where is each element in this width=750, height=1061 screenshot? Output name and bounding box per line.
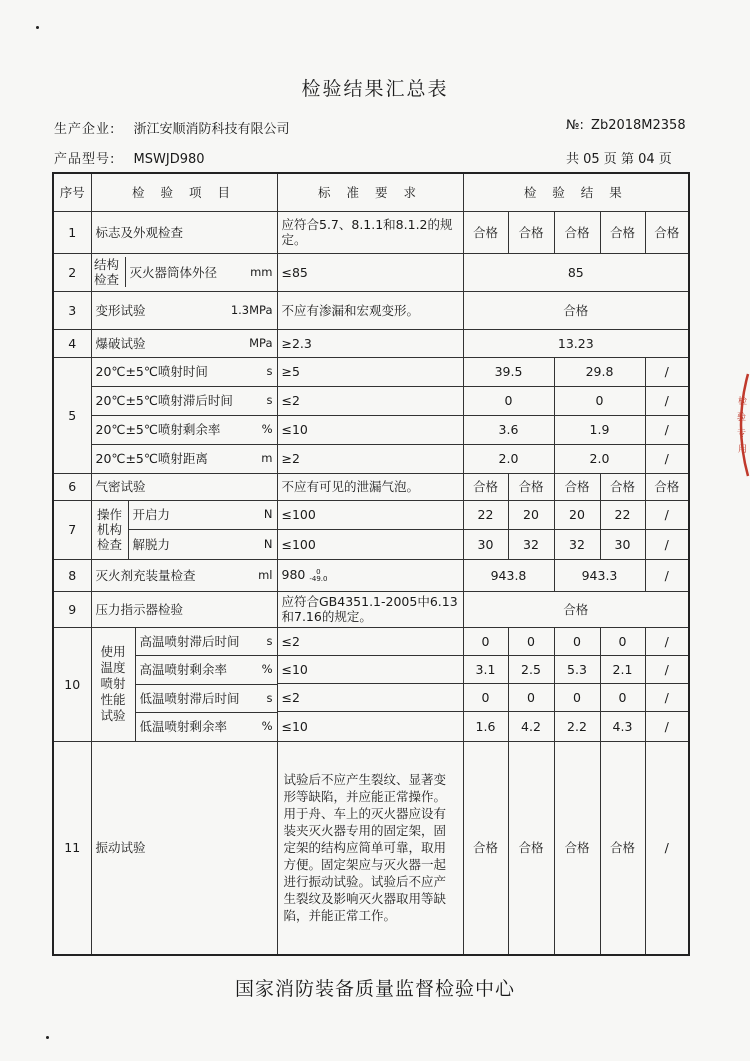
- row-number: 7: [53, 500, 91, 559]
- result-cell: /: [645, 357, 689, 386]
- result-cell: 22: [600, 500, 645, 530]
- result-cell: 合格: [554, 741, 600, 955]
- producer-line: [54, 118, 290, 137]
- header-seq: 序号: [53, 173, 91, 211]
- result-cell: 2.0: [463, 444, 554, 473]
- seal-stamp-edge-icon: [732, 370, 750, 480]
- unit-label: 1.3MPa: [230, 302, 273, 317]
- result-cell: 39.5: [463, 357, 554, 386]
- producer-name: 浙江安顺消防科技有限公司: [133, 122, 290, 137]
- tolerance-upper: 0: [316, 567, 321, 576]
- table-row: [53, 444, 689, 473]
- result-cell: /: [645, 741, 689, 955]
- row-number: 2: [53, 253, 91, 291]
- row-item: 爆破试验: [95, 335, 146, 351]
- results-table: [52, 172, 690, 956]
- row-item-cell: [91, 559, 277, 591]
- scan-speck: [46, 1036, 49, 1039]
- result-cell: 合格: [600, 473, 645, 500]
- row-item-cell: [91, 500, 277, 559]
- result-cell: 943.3: [554, 559, 645, 591]
- row-item-cell: [91, 357, 277, 386]
- svg-text:验: 验: [737, 413, 747, 423]
- table-row: [53, 329, 689, 357]
- unit-label: s: [266, 393, 273, 407]
- result-cell: /: [645, 655, 689, 683]
- result-cell: 合格: [600, 211, 645, 253]
- result-cell: 合格: [600, 741, 645, 955]
- unit-label: %: [261, 662, 273, 677]
- table-row: [53, 591, 689, 627]
- result-cell: 3.6: [463, 415, 554, 444]
- row-item-cell: [91, 627, 277, 741]
- result-cell: 2.0: [554, 444, 645, 473]
- row-item: 20℃±5℃喷射滞后时间: [95, 393, 233, 408]
- row-standard: ≤10: [277, 415, 463, 444]
- row-standard: ≤100: [277, 530, 463, 560]
- result-cell: 0: [463, 386, 554, 415]
- row-number: 6: [53, 473, 91, 500]
- result-cell: 30: [600, 530, 645, 560]
- table-row: [53, 211, 689, 253]
- result-cell: 20: [508, 500, 554, 530]
- row-number: 8: [53, 559, 91, 591]
- row-item: 标志及外观检查: [91, 211, 277, 253]
- table-row: [53, 291, 689, 329]
- table-row: [53, 357, 689, 386]
- row-standard: 应符合GB4351.1-2005中6.13和7.16的规定。: [277, 591, 463, 627]
- row-item: 20℃±5℃喷射时间: [95, 364, 208, 379]
- result-cell: 合格: [463, 741, 508, 955]
- tolerance: [309, 569, 327, 583]
- result-cell: 合格: [645, 473, 689, 500]
- row-item: 解脱力: [132, 536, 171, 552]
- result-cell: /: [645, 444, 689, 473]
- row-standard: ≥5: [277, 357, 463, 386]
- row-item: 20℃±5℃喷射剩余率: [95, 422, 221, 437]
- result-cell: /: [645, 683, 689, 711]
- row-standard: ≤2: [277, 683, 463, 711]
- result-cell: /: [645, 559, 689, 591]
- unit-label: s: [266, 690, 273, 705]
- result-cell: 3.1: [463, 655, 508, 683]
- row-item: 低温喷射剩余率: [139, 719, 228, 735]
- svg-text:用: 用: [738, 445, 748, 455]
- row-number: 9: [53, 591, 91, 627]
- result-cell: 13.23: [463, 329, 689, 357]
- row-item: 压力指示器检验: [91, 591, 277, 627]
- result-cell: 合格: [508, 211, 554, 253]
- result-cell: 0: [600, 683, 645, 711]
- unit-label: MPa: [249, 335, 273, 350]
- result-cell: 合格: [463, 473, 508, 500]
- model-line: [54, 148, 205, 167]
- row-number: 4: [53, 329, 91, 357]
- unit-label: N: [263, 536, 273, 551]
- page-count: 共 05 页 第 04 页: [566, 152, 672, 167]
- row-standard: ≤2: [277, 386, 463, 415]
- row-standard: ≥2.3: [277, 329, 463, 357]
- result-cell: /: [645, 500, 689, 530]
- model-label: 产品型号:: [54, 152, 116, 167]
- row-standard: 不应有渗漏和宏观变形。: [277, 291, 463, 329]
- row-standard: ≤2: [277, 627, 463, 655]
- result-cell: 合格: [508, 741, 554, 955]
- result-cell: 4.3: [600, 712, 645, 741]
- unit-label: mm: [250, 264, 273, 279]
- row-number: 5: [53, 357, 91, 473]
- producer-label: 生产企业:: [54, 122, 116, 137]
- result-cell: 0: [463, 627, 508, 655]
- row-item-cell: [91, 253, 277, 291]
- table-row: [53, 559, 689, 591]
- result-cell: 0: [508, 683, 554, 711]
- row-item-cell: [91, 444, 277, 473]
- row-standard: 980: [281, 567, 306, 583]
- result-cell: 0: [554, 627, 600, 655]
- issuing-organization: 国家消防装备质量监督检验中心: [234, 978, 515, 1000]
- result-cell: /: [645, 530, 689, 560]
- unit-label: %: [261, 422, 273, 436]
- header-standard: 标 准 要 求: [277, 173, 463, 211]
- row-item: 灭火剂充装量检查: [95, 567, 196, 583]
- svg-text:专: 专: [737, 429, 747, 439]
- page-title: 检验结果汇总表: [301, 78, 449, 100]
- result-cell: 0: [600, 627, 645, 655]
- row-item: 低温喷射滞后时间: [139, 690, 240, 706]
- unit-label: s: [266, 633, 273, 648]
- row-number: 11: [53, 741, 91, 955]
- row-standard: ≥2: [277, 444, 463, 473]
- scan-speck: [36, 26, 39, 29]
- svg-text:检: 检: [738, 397, 748, 407]
- table-row: [53, 415, 689, 444]
- header-result: 检 验 结 果: [463, 173, 689, 211]
- row-item: 开启力: [132, 507, 171, 523]
- result-cell: 2.2: [554, 712, 600, 741]
- row-item: 变形试验: [95, 302, 146, 318]
- unit-label: m: [261, 451, 273, 465]
- row-item: 20℃±5℃喷射距离: [95, 451, 208, 466]
- result-cell: 5.3: [554, 655, 600, 683]
- group-label: 操作机构检查: [92, 501, 129, 559]
- result-cell: 合格: [554, 211, 600, 253]
- row-item: 振动试验: [91, 741, 277, 955]
- row-standard: ≤85: [277, 253, 463, 291]
- result-cell: 1.9: [554, 415, 645, 444]
- table-row: [53, 473, 689, 500]
- result-cell: 4.2: [508, 712, 554, 741]
- row-standard: ≤100: [277, 500, 463, 530]
- number-value: Zb2018M2358: [591, 118, 686, 133]
- header-item: 检 验 项 目: [91, 173, 277, 211]
- row-item: 高温喷射滞后时间: [139, 633, 240, 649]
- table-row: [53, 741, 689, 955]
- table-row: [53, 253, 689, 291]
- row-standard: 试验后不应产生裂纹、显著变形等缺陷，并应能正常操作。用于舟、车上的灭火器应设有装夹灭火器专用的固定架，固定架的结构应简单可靠，取用方便。固定架应与灭火器一起进行振动试验。试验后不应产生裂纹及影响灭火器取用等缺陷，并能正常工作。: [277, 741, 463, 955]
- result-cell: 32: [508, 530, 554, 560]
- row-item-cell: [91, 386, 277, 415]
- result-cell: 0: [463, 683, 508, 711]
- result-cell: 32: [554, 530, 600, 560]
- result-cell: 合格: [645, 211, 689, 253]
- result-cell: /: [645, 712, 689, 741]
- result-cell: 943.8: [463, 559, 554, 591]
- result-cell: 合格: [508, 473, 554, 500]
- row-standard: ≤10: [277, 655, 463, 683]
- row-standard: ≤10: [277, 712, 463, 741]
- group-label: 结构检查: [92, 257, 126, 287]
- result-cell: 0: [554, 386, 645, 415]
- row-item-cell: [91, 291, 277, 329]
- row-standard: 不应有可见的泄漏气泡。: [277, 473, 463, 500]
- report-number: [566, 118, 686, 133]
- result-cell: 1.6: [463, 712, 508, 741]
- result-cell: /: [645, 627, 689, 655]
- unit-label: s: [266, 364, 273, 378]
- number-label: №:: [566, 118, 584, 133]
- table-row: [53, 627, 689, 655]
- unit-label: N: [263, 507, 273, 522]
- table-row: [53, 500, 689, 530]
- row-item: 气密试验: [91, 473, 277, 500]
- result-cell: 2.5: [508, 655, 554, 683]
- row-item-cell: [91, 415, 277, 444]
- result-cell: /: [645, 386, 689, 415]
- result-cell: 20: [554, 500, 600, 530]
- group-label: 使用温度喷射性能试验: [92, 628, 136, 741]
- row-number: 1: [53, 211, 91, 253]
- result-cell: 30: [463, 530, 508, 560]
- result-cell: 0: [554, 683, 600, 711]
- unit-label: ml: [258, 567, 273, 582]
- row-standard-cell: [277, 559, 463, 591]
- model-value: MSWJD980: [133, 152, 205, 167]
- result-cell: /: [645, 415, 689, 444]
- result-cell: 85: [463, 253, 689, 291]
- result-cell: 合格: [463, 211, 508, 253]
- row-item: 高温喷射剩余率: [139, 662, 228, 678]
- result-cell: 22: [463, 500, 508, 530]
- result-cell: 合格: [463, 291, 689, 329]
- row-number: 3: [53, 291, 91, 329]
- row-item-cell: [91, 329, 277, 357]
- tolerance-lower: -49.0: [309, 574, 328, 583]
- result-cell: 合格: [463, 591, 689, 627]
- result-cell: 合格: [554, 473, 600, 500]
- row-item: 灭火器筒体外径: [129, 264, 218, 280]
- unit-label: %: [261, 719, 273, 734]
- result-cell: 0: [508, 627, 554, 655]
- result-cell: 29.8: [554, 357, 645, 386]
- result-cell: 2.1: [600, 655, 645, 683]
- row-standard: 应符合5.7、8.1.1和8.1.2的规定。: [277, 211, 463, 253]
- table-row: [53, 386, 689, 415]
- seal-stamp: [732, 370, 750, 480]
- row-number: 10: [53, 627, 91, 741]
- table-header-row: [53, 173, 689, 211]
